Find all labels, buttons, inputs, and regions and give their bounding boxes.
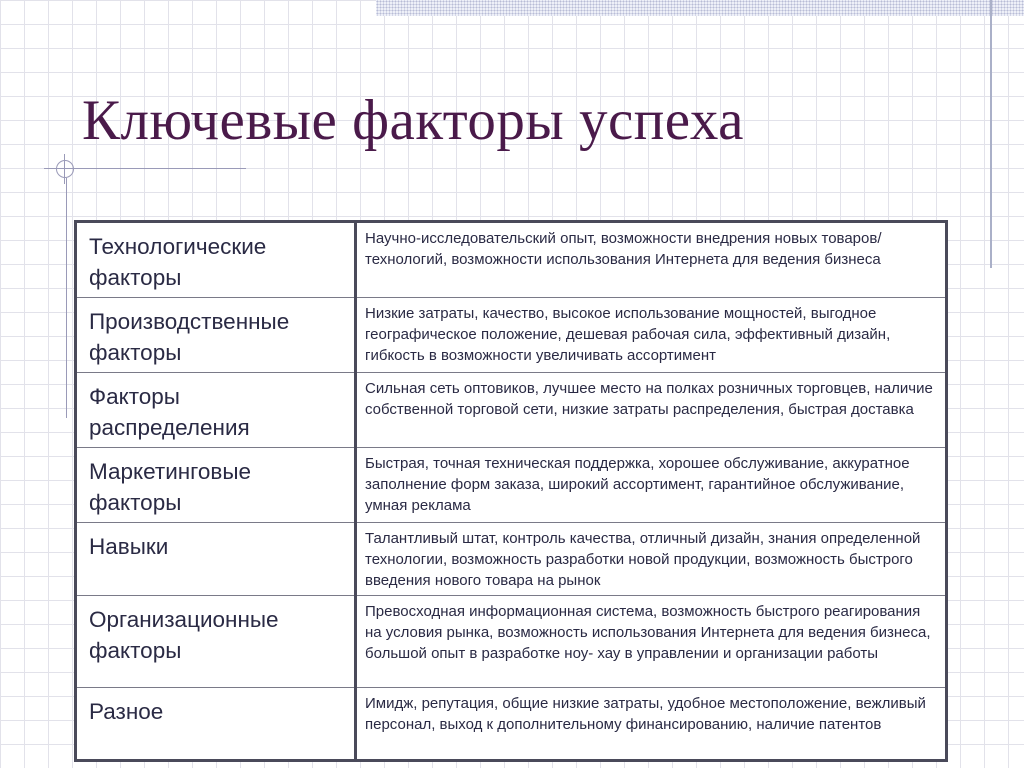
- success-factors-table: [74, 220, 948, 762]
- vertical-decoration-line: [990, 0, 992, 268]
- factor-name-cell: Организационные факторы: [76, 596, 356, 688]
- table-row: [76, 523, 947, 596]
- table-row: [76, 298, 947, 373]
- crosshair-circle-decoration: [56, 160, 74, 178]
- factor-name-cell: Технологические факторы: [76, 222, 356, 298]
- table-row: [76, 596, 947, 688]
- factor-name-cell: Производственные факторы: [76, 298, 356, 373]
- header-decoration-band: [376, 0, 1024, 16]
- factor-description-cell: Сильная сеть оптовиков, лучшее место на полках розничных торговцев, наличие собственной торговой сети, низкие затраты распределения, быстрая доставка: [356, 373, 947, 448]
- table-row: [76, 373, 947, 448]
- table-row: [76, 688, 947, 761]
- table-row: [76, 222, 947, 298]
- factor-description-cell: Талантливый штат, контроль качества, отличный дизайн, знания определенной технологии, возможность разработки новой продукции, возможность быстрого введения нового товара на рынок: [356, 523, 947, 596]
- factor-description-cell: Имидж, репутация, общие низкие затраты, удобное местоположение, вежливый персонал, выход к дополнительному финансированию, наличие патентов: [356, 688, 947, 761]
- slide-title: Ключевые факторы успеха: [82, 89, 744, 152]
- crosshair-vertical-decoration: [64, 154, 65, 184]
- factor-description-cell: Низкие затраты, качество, высокое использование мощностей, выгодное географическое положение, дешевая рабочая сила, эффективный дизайн, гибкость в возможности увеличивать ассортимент: [356, 298, 947, 373]
- factor-name-cell: Факторы распределения: [76, 373, 356, 448]
- left-decoration-line: [66, 178, 67, 418]
- factor-name-cell: Разное: [76, 688, 356, 761]
- factor-description-cell: Научно-исследовательский опыт, возможности внедрения новых товаров/технологий, возможности использования Интернета для ведения бизнеса: [356, 222, 947, 298]
- table-row: [76, 448, 947, 523]
- factor-description-cell: Быстрая, точная техническая поддержка, хорошее обслуживание, аккуратное заполнение форм заказа, широкий ассортимент, гарантийное обслуживание, умная реклама: [356, 448, 947, 523]
- factor-description-cell: Превосходная информационная система, возможность быстрого реагирования на условия рынка, возможность использования Интернета для ведения бизнеса, большой опыт в разработке ноу- хау в управлении и организации работы: [356, 596, 947, 688]
- factor-name-cell: Маркетинговые факторы: [76, 448, 356, 523]
- title-underline-decoration: [44, 168, 246, 169]
- factor-name-cell: Навыки: [76, 523, 356, 596]
